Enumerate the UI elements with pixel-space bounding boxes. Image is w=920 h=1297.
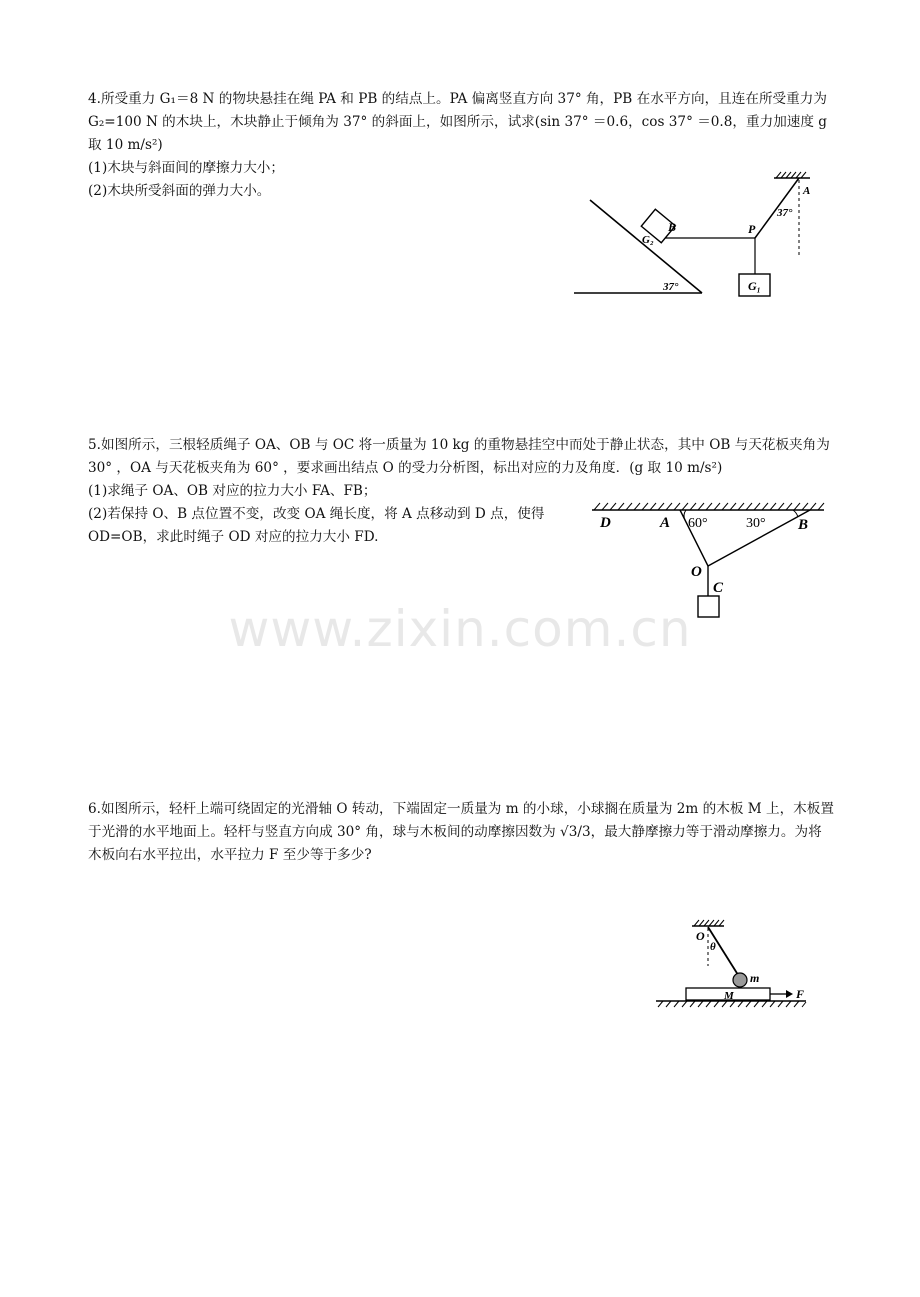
problem-4-figure: [572, 168, 812, 303]
problem-4-text: 4.所受重力 G₁＝8 N 的物块悬挂在绳 PA 和 PB 的结点上。PA 偏离竖直方向 37° 角，PB 在水平方向，且连在所受重力为 G₂=100 N 的木块上，木块静止于倾角为 37° 的斜面上，如图所示，试求(sin 37° ＝0.6，cos 37° ＝0.8，重力加速度 g 取 10 m/s²): [88, 91, 827, 153]
problem-5-question-1: (1)求绳子 OA、OB 对应的拉力大小 FA、FB；: [88, 483, 377, 499]
label-d: D: [600, 515, 611, 531]
label-g1: G₁: [748, 279, 761, 293]
label-big-m: M: [724, 990, 734, 1002]
label-a5: A: [660, 515, 671, 531]
label-b5: B: [798, 517, 809, 533]
label-p: P: [748, 222, 756, 236]
label-a: A: [803, 185, 811, 197]
label-f: F: [796, 987, 805, 1001]
label-o6: O: [696, 929, 705, 943]
label-b: B: [668, 220, 677, 234]
label-o5: O: [691, 564, 702, 580]
label-angle-bottom: 37°: [663, 281, 679, 293]
label-angle-top: 37°: [777, 207, 793, 219]
label-c: C: [713, 580, 724, 596]
problem-4-question-1: (1)木块与斜面间的摩擦力大小；: [88, 160, 284, 176]
problem-4-question-2: (2)木块所受斜面的弹力大小。: [88, 183, 271, 199]
label-angle-60: 60°: [688, 516, 708, 531]
label-theta: θ: [710, 941, 716, 953]
label-g2: G₂: [642, 234, 654, 246]
problem-5-text: 5.如图所示，三根轻质绳子 OA、OB 与 OC 将一质量为 10 kg 的重物悬挂空中而处于静止状态，其中 OB 与天花板夹角为 30° ，OA 与天花板夹角为 60° ，要求画出结点 O 的受力分析图，标出对应的力及角度．(g 取 10 m/s²): [88, 437, 830, 476]
label-angle-30: 30°: [746, 516, 766, 531]
watermark: www.zixin.com.cn: [228, 600, 692, 658]
problem-6-text: 6.如图所示，轻杆上端可绕固定的光滑轴 O 转动，下端固定一质量为 m 的小球，小球搁在质量为 2m 的木板 M 上，木板置于光滑的水平地面上。轻杆与竖直方向成 30° 角，球与木板间的动摩擦因数为 √3/3，最大静摩擦力等于滑动摩擦力。为将木板向右水平拉出，水平拉力 F 至少等于多少?: [88, 801, 834, 863]
label-m: m: [750, 971, 760, 985]
problem-6: [88, 798, 834, 867]
problem-5-question-2: (2)若保持 O、B 点位置不变，改变 OA 绳长度，将 A 点移动到 D 点，使得 OD=OB，求此时绳子 OD 对应的拉力大小 FD.: [88, 506, 545, 545]
problem-6-figure: [654, 918, 809, 1013]
